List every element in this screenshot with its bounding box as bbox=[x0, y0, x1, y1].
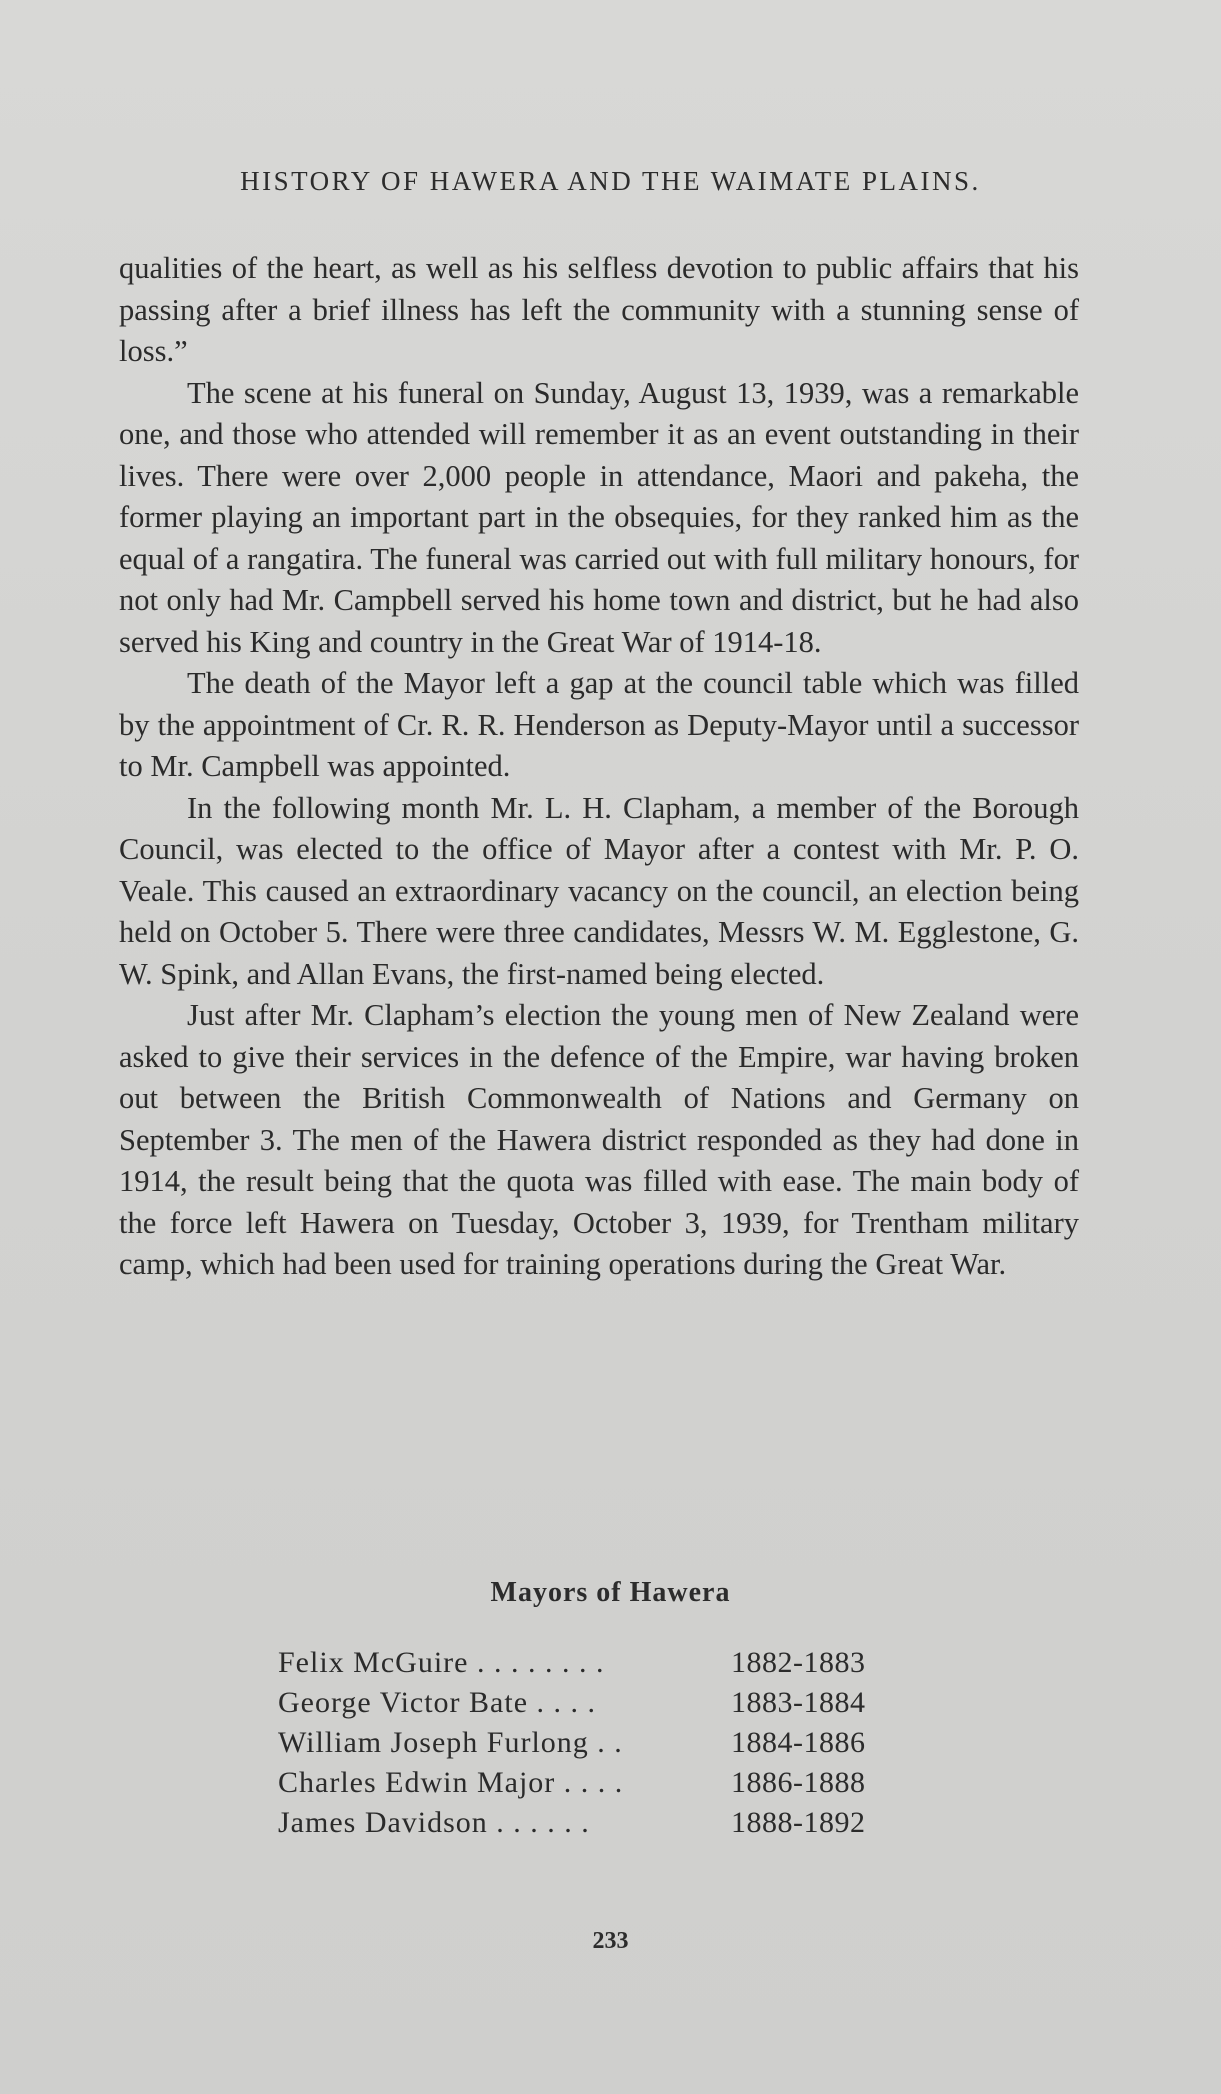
mayor-row bbox=[278, 1643, 898, 1683]
paragraph-deputy-mayor: The death of the Mayor left a gap at the council table which was filled by the appointment of Cr. R. R. Henderson as Deputy-Mayor until a successor to Mr. Campbell was appointed. bbox=[119, 666, 1079, 783]
mayors-table-title: Mayors of Hawera bbox=[490, 1577, 731, 1608]
mayor-row bbox=[278, 1683, 898, 1723]
mayor-years: 1888-1892 bbox=[731, 1806, 866, 1839]
mayors-table bbox=[278, 1643, 898, 1843]
mayor-years: 1884-1886 bbox=[731, 1726, 866, 1759]
paragraph-election: In the following month Mr. L. H. Clapham, a member of the Borough Council, was elected to the office of Mayor after a contest with Mr. P. O. Veale. This caused an extraordinary vacancy on the council, an election being held on October 5. There were three candidates, Messrs W. M. Egglestone, G. W. Spink, and Allan Evans, the first-named being elected. bbox=[119, 790, 1079, 991]
paragraph-funeral: The scene at his funeral on Sunday, August 13, 1939, was a remarkable one, and those who attended will remember it as an event outstanding in their lives. There were over 2,000 people in attendance, Maori and pakeha, the former playing an important part in the obsequies, for they ranked him as the equal of a rangatira. The funeral was carried out with full military honours, for not only had Mr. Campbell served his home town and district, but he had also served his King and country in the Great War of 1914-18. bbox=[119, 375, 1079, 659]
mayor-name: William Joseph Furlong . . bbox=[278, 1726, 623, 1759]
mayor-name: Felix McGuire . . . . . . . . bbox=[278, 1646, 605, 1679]
mayor-row bbox=[278, 1763, 898, 1803]
mayor-name: Charles Edwin Major . . . . bbox=[278, 1766, 624, 1799]
page-number: 233 bbox=[592, 1928, 629, 1954]
body-text bbox=[119, 248, 1079, 1286]
mayor-row bbox=[278, 1803, 898, 1843]
mayor-name: James Davidson . . . . . . bbox=[278, 1806, 590, 1839]
paragraph-war: Just after Mr. Clapham’s election the young men of New Zealand were asked to give their services in the defence of the Empire, war having broken out between the British Commonwealth of Nations and Germany on September 3. The men of the Hawera district responded as they had done in 1914, the result being that the quota was filled with ease. The main body of the force left Hawera on Tuesday, October 3, 1939, for Trentham military camp, which had been used for training operations during the Great War. bbox=[119, 998, 1079, 1281]
paragraph-continuation: qualities of the heart, as well as his selfless devotion to public affairs that his passing after a brief illness has left the community with a stunning sense of loss.” bbox=[119, 251, 1079, 368]
mayor-years: 1886-1888 bbox=[731, 1766, 866, 1799]
mayor-row bbox=[278, 1723, 898, 1763]
mayor-name: George Victor Bate . . . . bbox=[278, 1686, 597, 1719]
running-header: HISTORY OF HAWERA AND THE WAIMATE PLAINS. bbox=[240, 166, 981, 196]
mayor-years: 1883-1884 bbox=[731, 1686, 866, 1719]
mayor-years: 1882-1883 bbox=[731, 1646, 866, 1679]
